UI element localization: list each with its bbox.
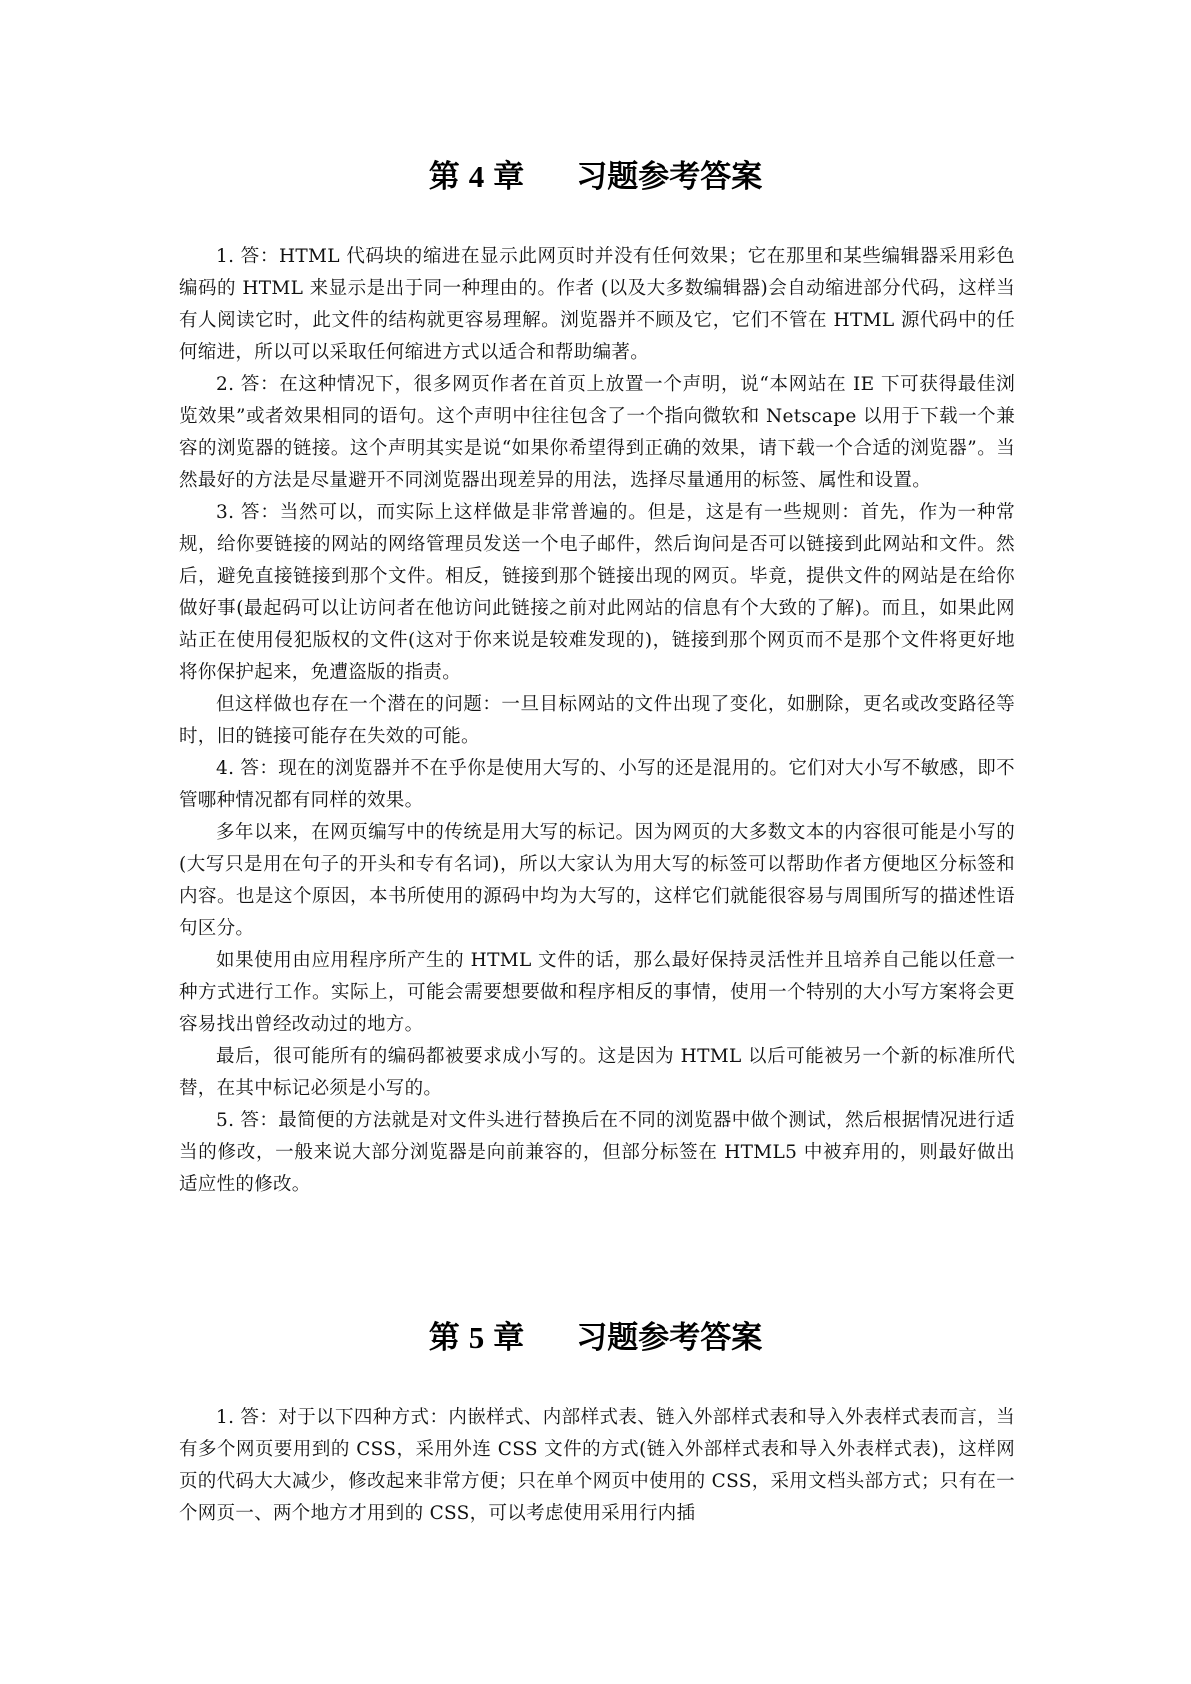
chapter-4-paragraph-6: 多年以来，在网页编写中的传统是用大写的标记。因为网页的大多数文本的内容很可能是小写的(大写只是用在句子的开头和专有名词)，所以大家认为用大写的标签可以帮助作者方便地区分标签和内容。也是这个原因，本书所使用的源码中均为大写的，这样它们就能很容易与周围所写的描述性语句区分。 [179, 822, 1015, 939]
chapter-4-paragraph-3: 3. 答：当然可以，而实际上这样做是非常普遍的。但是，这是有一些规则：首先，作为一种常规，给你要链接的网站的网络管理员发送一个电子邮件，然后询问是否可以链接到此网站和文件。然后，避免直接链接到那个文件。相反，链接到那个链接出现的网页。毕竟，提供文件的网站是在给你做好事(最起码可以让访问者在他访问此链接之前对此网站的信息有个大致的了解)。而且，如果此网站正在使用侵犯版权的文件(这对于你来说是较难发现的)，链接到那个网页而不是那个文件将更好地将你保护起来，免遭盗版的指责。 [179, 502, 1015, 683]
chapter-5-title-text: 习题参考答案 [576, 1320, 763, 1356]
chapter-4-body [179, 241, 1015, 1201]
chapter-4-title-text: 习题参考答案 [576, 159, 763, 195]
chapter-5-title-number: 5 [468, 1320, 485, 1355]
chapter-4-paragraph-7: 如果使用由应用程序所产生的 HTML 文件的话，那么最好保持灵活性并且培养自己能以任意一种方式进行工作。实际上，可能会需要想要做和程序相反的事情，使用一个特别的大小写方案将会更容易找出曾经改动过的地方。 [179, 950, 1015, 1035]
chapter-5-title-suffix: 章 [493, 1320, 525, 1356]
chapter-5-paragraph-1: 1. 答：对于以下四种方式：内嵌样式、内部样式表、链入外部样式表和导入外表样式表而言，当有多个网页要用到的 CSS，采用外连 CSS 文件的方式(链入外部样式表和导入外表样式表)，这样网页的代码大大减少，修改起来非常方便；只在单个网页中使用的 CSS，采用文档头部方式；只有在一个网页一、两个地方才用到的 CSS，可以考虑使用采用行内插 [179, 1407, 1015, 1524]
chapter-4-title-prefix: 第 [428, 159, 460, 195]
chapter-5-title-prefix: 第 [428, 1320, 460, 1356]
chapter-4-paragraph-8: 最后，很可能所有的编码都被要求成小写的。这是因为 HTML 以后可能被另一个新的标准所代替，在其中标记必须是小写的。 [179, 1046, 1015, 1099]
chapter-4-title-number: 4 [468, 159, 485, 194]
chapter-4-paragraph-9: 5. 答：最简便的方法就是对文件头进行替换后在不同的浏览器中做个测试，然后根据情况进行适当的修改，一般来说大部分浏览器是向前兼容的，但部分标签在 HTML5 中被弃用的，则最好做出适应性的修改。 [179, 1110, 1015, 1195]
chapter-4-title [0, 157, 1191, 197]
chapter-5-body [179, 1402, 1015, 1530]
chapter-4-paragraph-1: 1. 答：HTML 代码块的缩进在显示此网页时并没有任何效果；它在那里和某些编辑器采用彩色编码的 HTML 来显示是出于同一种理由的。作者 (以及大多数编辑器)会自动缩进部分代码，这样当有人阅读它时，此文件的结构就更容易理解。浏览器并不顾及它，它们不管在 HTML 源代码中的任何缩进，所以可以采取任何缩进方式以适合和帮助编著。 [179, 246, 1015, 363]
chapter-4-paragraph-2: 2. 答：在这种情况下，很多网页作者在首页上放置一个声明，说“本网站在 IE 下可获得最佳浏览效果”或者效果相同的语句。这个声明中往往包含了一个指向微软和 Netscape 以用于下载一个兼容的浏览器的链接。这个声明其实是说“如果你希望得到正确的效果，请下载一个合适的浏览器”。当然最好的方法是尽量避开不同浏览器出现差异的用法，选择尽量通用的标签、属性和设置。 [179, 374, 1015, 491]
chapter-4-paragraph-4: 但这样做也存在一个潜在的问题：一旦目标网站的文件出现了变化，如删除，更名或改变路径等时，旧的链接可能存在失效的可能。 [179, 694, 1015, 747]
chapter-5-title [0, 1318, 1191, 1358]
chapter-4-paragraph-5: 4. 答：现在的浏览器并不在乎你是使用大写的、小写的还是混用的。它们对大小写不敏感，即不管哪种情况都有同样的效果。 [179, 758, 1015, 811]
chapter-4-title-suffix: 章 [493, 159, 525, 195]
